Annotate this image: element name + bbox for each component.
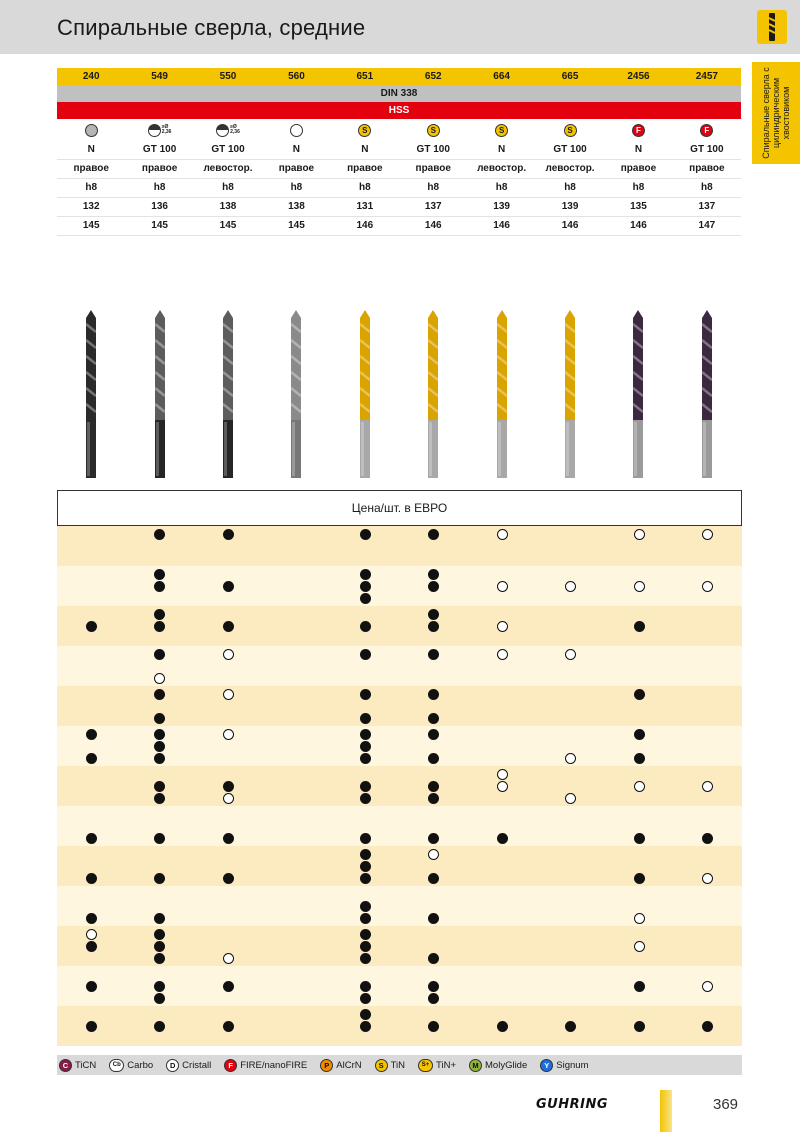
cutting-direction: правое: [415, 163, 451, 174]
coating-cell: [673, 119, 741, 141]
coating-row: [57, 119, 741, 141]
availability-band: [57, 606, 742, 646]
stock-available-dot: [154, 581, 165, 592]
stock-available-dot: [154, 753, 165, 764]
page-reference: 145: [82, 220, 100, 231]
drill-image: [153, 310, 167, 480]
material-row: HSS: [57, 102, 741, 119]
page-reference: 136: [151, 201, 168, 212]
stock-on-request-dot: [634, 581, 645, 592]
drill-type: GT 100: [553, 144, 587, 155]
drill-type: GT 100: [416, 144, 450, 155]
stock-on-request-dot: [223, 729, 234, 740]
legend-label: Cristall: [182, 1059, 212, 1071]
coating-cell: [467, 119, 535, 141]
stock-on-request-dot: [223, 689, 234, 700]
stock-available-dot: [360, 713, 371, 724]
coating-diameter-note: ≥Ø 2,36: [161, 124, 172, 135]
page-reference: 146: [424, 220, 442, 231]
stock-on-request-dot: [702, 981, 713, 992]
stock-available-dot: [223, 873, 234, 884]
article-code: 240: [82, 71, 100, 82]
coating-cell: [57, 119, 125, 141]
stock-available-dot: [360, 529, 371, 540]
tolerance-value: h8: [632, 182, 645, 193]
stock-available-dot: [154, 929, 165, 940]
stock-on-request-dot: [634, 941, 645, 952]
stock-available-dot: [428, 953, 439, 964]
stock-available-dot: [428, 873, 439, 884]
coating-symbol-icon: S: [375, 1059, 388, 1072]
drill-type: N: [634, 144, 643, 155]
availability-band: [57, 846, 742, 886]
tolerance-row: [57, 179, 741, 198]
coating-cell: [125, 119, 193, 141]
stock-available-dot: [86, 1021, 97, 1032]
drill-image: [631, 310, 645, 480]
stock-available-dot: [634, 1021, 645, 1032]
stock-available-dot: [360, 929, 371, 940]
stock-on-request-dot: [497, 621, 508, 632]
coating-symbol-icon: S+: [418, 1059, 433, 1072]
drill-type: GT 100: [211, 144, 245, 155]
direction-row: [57, 160, 741, 179]
stock-available-dot: [86, 873, 97, 884]
tolerance-value: h8: [153, 182, 166, 193]
stock-available-dot: [428, 753, 439, 764]
coating-cell: [194, 119, 262, 141]
stock-on-request-dot: [634, 913, 645, 924]
page-header: [0, 0, 800, 54]
availability-band: [57, 966, 742, 1006]
tolerance-value: h8: [290, 182, 303, 193]
tin-coating-icon: S: [495, 124, 508, 137]
stock-available-dot: [223, 529, 234, 540]
cutting-direction: левостор.: [545, 163, 595, 174]
stock-on-request-dot: [497, 529, 508, 540]
page-reference: 145: [151, 220, 168, 231]
legend-label: TiN+: [436, 1059, 457, 1071]
section-tab-label: Спиральные сверла с цилиндрическим хвостовиком: [761, 67, 791, 159]
stock-available-dot: [634, 833, 645, 844]
page-reference: 139: [561, 201, 579, 212]
stock-available-dot: [154, 609, 165, 620]
stock-available-dot: [86, 753, 97, 764]
coating-symbol-icon: D: [166, 1059, 179, 1072]
legend-item: [375, 1059, 405, 1072]
stock-available-dot: [702, 1021, 713, 1032]
stock-on-request-dot: [497, 781, 508, 792]
stock-on-request-dot: [497, 649, 508, 660]
stock-on-request-dot: [702, 581, 713, 592]
stock-on-request-dot: [565, 649, 576, 660]
stock-available-dot: [154, 793, 165, 804]
stock-available-dot: [360, 621, 371, 632]
stock-available-dot: [428, 713, 439, 724]
legend-item: [469, 1059, 527, 1072]
stock-available-dot: [154, 833, 165, 844]
stock-available-dot: [428, 729, 439, 740]
brand-bar: [660, 1090, 672, 1132]
stock-available-dot: [360, 849, 371, 860]
fire-coating-icon: F: [632, 124, 645, 137]
stock-available-dot: [428, 689, 439, 700]
page-reference: 145: [288, 220, 305, 231]
stock-available-dot: [86, 729, 97, 740]
drill-type: N: [87, 144, 95, 155]
availability-band: [57, 1006, 742, 1046]
page-reference: 147: [698, 220, 716, 231]
stock-available-dot: [360, 901, 371, 912]
stock-available-dot: [86, 621, 97, 632]
cutting-direction: левостор.: [477, 163, 527, 174]
page-number: 369: [713, 1096, 739, 1113]
drill-type: N: [498, 144, 506, 155]
stock-available-dot: [428, 609, 439, 620]
drill-images: [57, 310, 741, 485]
stock-available-dot: [223, 781, 234, 792]
drill-image: [221, 310, 235, 480]
page-reference: 146: [493, 220, 510, 231]
stock-available-dot: [360, 649, 371, 660]
stock-on-request-dot: [565, 753, 576, 764]
page-reference: 131: [356, 201, 374, 212]
stock-available-dot: [428, 649, 439, 660]
steam-tempered-icon: [148, 124, 161, 137]
stock-available-dot: [154, 1021, 165, 1032]
coating-symbol-icon: P: [320, 1059, 333, 1072]
cutting-direction: правое: [347, 163, 383, 174]
legend-item: [109, 1059, 153, 1072]
page-ref-row: [57, 198, 741, 217]
availability-band: [57, 726, 742, 766]
stock-available-dot: [154, 689, 165, 700]
stock-on-request-dot: [223, 793, 234, 804]
stock-available-dot: [223, 581, 234, 592]
stock-available-dot: [428, 981, 439, 992]
tolerance-value: h8: [85, 182, 98, 193]
stock-on-request-dot: [565, 793, 576, 804]
stock-available-dot: [154, 953, 165, 964]
coating-symbol-icon: C: [59, 1059, 72, 1072]
stock-available-dot: [154, 781, 165, 792]
tin-coating-icon: S: [427, 124, 440, 137]
article-code: 2457: [695, 71, 718, 82]
cutting-direction: правое: [73, 163, 109, 174]
article-code: 665: [561, 71, 579, 82]
legend-label: Signum: [556, 1059, 589, 1071]
stock-available-dot: [360, 793, 371, 804]
spec-table: [57, 68, 741, 236]
coating-symbol-icon: Y: [540, 1059, 553, 1072]
stock-on-request-dot: [154, 673, 165, 684]
legend-item: [224, 1059, 307, 1072]
stock-on-request-dot: [223, 649, 234, 660]
availability-band: [57, 646, 742, 686]
stock-available-dot: [360, 1009, 371, 1020]
page-reference: 138: [288, 201, 305, 212]
legend-item: [418, 1059, 456, 1072]
stock-available-dot: [86, 941, 97, 952]
uncoated-bright-icon: [290, 124, 303, 137]
stock-available-dot: [360, 781, 371, 792]
article-codes-row: [57, 68, 741, 85]
cutting-direction: левостор.: [203, 163, 253, 174]
stock-on-request-dot: [497, 581, 508, 592]
brand-logo: GUHRING: [536, 1097, 609, 1112]
stock-on-request-dot: [497, 769, 508, 780]
stock-available-dot: [360, 729, 371, 740]
drill-image: [84, 310, 98, 480]
coating-symbol-icon: Cb: [109, 1059, 124, 1072]
stock-available-dot: [428, 581, 439, 592]
stock-available-dot: [223, 1021, 234, 1032]
coating-cell: [331, 119, 399, 141]
page-ref-row: [57, 217, 741, 236]
page-reference: 145: [219, 220, 237, 231]
stock-available-dot: [154, 621, 165, 632]
drill-type: GT 100: [142, 144, 177, 155]
availability-band: [57, 926, 742, 966]
stock-available-dot: [634, 621, 645, 632]
stock-available-dot: [428, 1021, 439, 1032]
legend-label: AlCrN: [336, 1059, 362, 1071]
drill-image: [289, 310, 303, 480]
page-reference: 146: [630, 220, 647, 231]
stock-available-dot: [360, 993, 371, 1004]
stock-available-dot: [360, 953, 371, 964]
tin-coating-icon: S: [564, 124, 577, 137]
drill-image: [426, 310, 440, 480]
stock-available-dot: [360, 861, 371, 872]
stock-available-dot: [360, 981, 371, 992]
type-row: [57, 141, 741, 160]
tolerance-value: h8: [495, 182, 508, 193]
drill-image: [358, 310, 372, 480]
page-reference: 138: [219, 201, 237, 212]
stock-available-dot: [360, 913, 371, 924]
stock-available-dot: [428, 569, 439, 580]
drill-type: GT 100: [690, 144, 724, 155]
stock-available-dot: [360, 1021, 371, 1032]
stock-available-dot: [154, 981, 165, 992]
article-code: 652: [424, 71, 442, 82]
coating-symbol-icon: F: [224, 1059, 237, 1072]
stock-available-dot: [634, 753, 645, 764]
uncoated-grey-icon: [85, 124, 98, 137]
stock-available-dot: [360, 753, 371, 764]
section-tab: [752, 62, 800, 164]
coating-symbol-icon: M: [469, 1059, 482, 1072]
availability-band: [57, 886, 742, 926]
stock-on-request-dot: [702, 873, 713, 884]
availability-band: [57, 686, 742, 726]
stock-available-dot: [428, 793, 439, 804]
stock-available-dot: [154, 649, 165, 660]
cutting-direction: правое: [141, 163, 178, 174]
drill-icon: [757, 10, 787, 44]
stock-on-request-dot: [702, 781, 713, 792]
stock-available-dot: [154, 569, 165, 580]
legend-label: Carbo: [127, 1059, 154, 1071]
tolerance-value: h8: [427, 182, 440, 193]
stock-available-dot: [223, 833, 234, 844]
stock-available-dot: [702, 833, 713, 844]
drill-image: [700, 310, 714, 480]
stock-available-dot: [634, 689, 645, 700]
stock-available-dot: [634, 873, 645, 884]
stock-available-dot: [428, 833, 439, 844]
stock-available-dot: [154, 713, 165, 724]
stock-available-dot: [360, 593, 371, 604]
stock-available-dot: [428, 621, 439, 632]
article-code: 550: [219, 71, 237, 82]
drill-image: [563, 310, 577, 480]
drill-image: [495, 310, 509, 480]
coating-cell: [536, 119, 604, 141]
legend-label: TiN: [390, 1059, 406, 1071]
tolerance-value: h8: [564, 182, 576, 193]
stock-on-request-dot: [428, 849, 439, 860]
availability-band: [57, 526, 742, 566]
availability-grid: [57, 526, 742, 1046]
cutting-direction: правое: [689, 163, 725, 174]
legend-label: MolyGlide: [485, 1059, 528, 1071]
stock-on-request-dot: [565, 581, 576, 592]
availability-band: [57, 766, 742, 806]
cutting-direction: правое: [278, 163, 315, 174]
stock-available-dot: [428, 993, 439, 1004]
stock-available-dot: [360, 689, 371, 700]
stock-available-dot: [86, 833, 97, 844]
stock-available-dot: [497, 833, 508, 844]
article-code: 664: [493, 71, 510, 82]
tolerance-value: h8: [222, 182, 234, 193]
stock-available-dot: [154, 913, 165, 924]
standard-row: DIN 338: [57, 85, 741, 102]
stock-available-dot: [154, 993, 165, 1004]
page-reference: 137: [698, 201, 716, 212]
stock-available-dot: [360, 941, 371, 952]
stock-available-dot: [154, 873, 165, 884]
stock-available-dot: [86, 981, 97, 992]
drill-type: N: [361, 144, 369, 155]
stock-available-dot: [428, 781, 439, 792]
stock-on-request-dot: [634, 781, 645, 792]
price-header: Цена/шт. в ЕВРО: [57, 490, 742, 526]
article-code: 549: [151, 71, 168, 82]
stock-available-dot: [497, 1021, 508, 1032]
stock-on-request-dot: [86, 929, 97, 940]
coating-cell: [262, 119, 330, 141]
legend-label: TiCN: [75, 1059, 97, 1071]
stock-available-dot: [428, 529, 439, 540]
page-reference: 139: [493, 201, 510, 212]
stock-available-dot: [565, 1021, 576, 1032]
page-reference: 132: [82, 201, 100, 212]
availability-band: [57, 806, 742, 846]
stock-available-dot: [360, 741, 371, 752]
stock-available-dot: [154, 729, 165, 740]
stock-available-dot: [223, 621, 234, 632]
stock-available-dot: [154, 741, 165, 752]
stock-available-dot: [360, 581, 371, 592]
legend-label: FIRE/nanoFIRE: [240, 1059, 308, 1071]
legend-item: [320, 1059, 361, 1072]
stock-available-dot: [86, 913, 97, 924]
stock-on-request-dot: [702, 529, 713, 540]
article-code: 2456: [627, 71, 650, 82]
stock-available-dot: [634, 729, 645, 740]
stock-on-request-dot: [223, 953, 234, 964]
stock-on-request-dot: [634, 529, 645, 540]
stock-available-dot: [154, 941, 165, 952]
page-reference: 135: [630, 201, 647, 212]
stock-available-dot: [154, 529, 165, 540]
article-code: 651: [356, 71, 374, 82]
article-code: 560: [288, 71, 305, 82]
drill-type: N: [292, 144, 301, 155]
page-title: Спиральные сверла, средние: [57, 15, 366, 40]
page-reference: 146: [356, 220, 374, 231]
cutting-direction: правое: [620, 163, 657, 174]
legend-item: [540, 1059, 588, 1072]
coating-cell: [399, 119, 467, 141]
tolerance-value: h8: [701, 182, 713, 193]
stock-available-dot: [360, 569, 371, 580]
stock-available-dot: [360, 833, 371, 844]
page-reference: 137: [424, 201, 442, 212]
stock-available-dot: [360, 873, 371, 884]
availability-band: [57, 566, 742, 606]
legend-item: [166, 1059, 211, 1072]
fire-coating-icon: F: [700, 124, 713, 137]
coating-diameter-note: ≥Ø 2,36: [230, 124, 240, 135]
steam-tempered-icon: [216, 124, 229, 137]
tin-coating-icon: S: [358, 124, 371, 137]
tolerance-value: h8: [358, 182, 371, 193]
stock-available-dot: [428, 913, 439, 924]
coating-legend: [57, 1055, 742, 1075]
stock-available-dot: [223, 981, 234, 992]
coating-cell: [604, 119, 672, 141]
stock-available-dot: [634, 981, 645, 992]
legend-item: [59, 1059, 96, 1072]
page-reference: 146: [561, 220, 579, 231]
